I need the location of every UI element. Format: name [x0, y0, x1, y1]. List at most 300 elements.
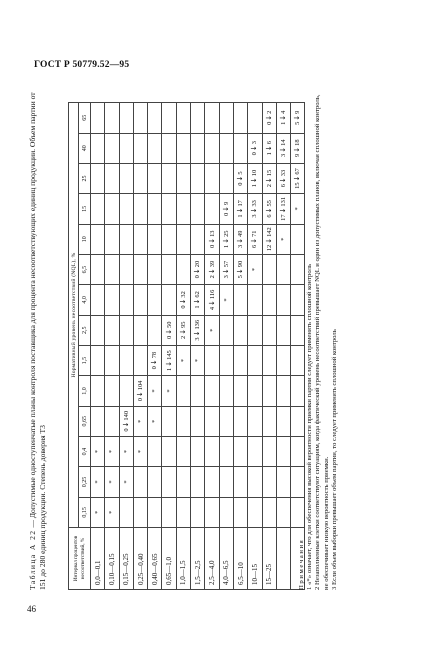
table-cell — [119, 194, 133, 224]
table-cell — [276, 467, 290, 497]
table-cell — [248, 224, 262, 254]
table-cell — [191, 254, 205, 284]
arrow-down-icon: ↓ — [164, 328, 173, 335]
note-1: 1 «*» означает, что для обеспечения высокой вероятности приемки партии следует применять сплошной контроль — [306, 263, 314, 590]
table-cell — [105, 224, 119, 254]
table-cell: * — [219, 285, 233, 315]
table-cell — [276, 285, 290, 315]
table-cell — [176, 436, 190, 466]
sample-size: 104 — [137, 380, 145, 391]
table-cell — [262, 436, 276, 466]
table-cell — [133, 376, 147, 406]
table-cell — [233, 467, 247, 497]
table-cell — [148, 315, 162, 345]
plan-value — [180, 316, 187, 345]
page-number: 46 — [27, 604, 36, 614]
table-cell — [162, 194, 176, 224]
table-cell — [148, 103, 162, 134]
arrow-down-icon: ↓ — [193, 330, 202, 337]
group-header: Нормативный уровень несоответствий (NQL), % — [69, 103, 79, 528]
column-header: 0,65 — [79, 406, 91, 436]
plan-value — [266, 134, 273, 163]
plan-value — [223, 255, 230, 284]
arrow-down-icon: ↓ — [264, 237, 273, 244]
arrow-down-icon: ↓ — [236, 237, 245, 244]
column-header: 0,15 — [79, 497, 91, 527]
sample-size: 25 — [222, 230, 230, 237]
table-cell — [219, 224, 233, 254]
acceptance-number: 3 — [280, 153, 287, 157]
arrow-down-icon: ↓ — [264, 145, 273, 152]
table-row — [233, 103, 247, 590]
row-label: 0,10—0,15 — [105, 528, 119, 590]
table-cell — [91, 376, 105, 406]
row-label: 0,0—0,1 — [91, 528, 105, 590]
acceptance-number: 3 — [194, 337, 202, 341]
acceptance-number: 0 — [179, 305, 187, 309]
table-cell — [262, 103, 276, 134]
table-cell — [119, 497, 133, 527]
table-cell — [119, 103, 133, 134]
column-header: 25 — [79, 163, 91, 193]
table-cell — [262, 497, 276, 527]
table-cell — [205, 133, 219, 163]
table-cell — [133, 224, 147, 254]
row-label: 2,5—4,0 — [205, 528, 219, 590]
sample-size: 71 — [251, 230, 259, 237]
row-header: Интервал процентов несоответствий, % — [69, 528, 91, 590]
table-cell: * — [91, 436, 105, 466]
table-cell — [262, 224, 276, 254]
plan-value — [280, 134, 287, 163]
table-row — [148, 103, 162, 590]
table-cell — [219, 345, 233, 375]
sample-size: 50 — [165, 321, 173, 328]
plan-value — [266, 225, 273, 254]
table-cell — [262, 163, 276, 193]
acceptance-number: 9 — [294, 153, 302, 157]
arrow-down-icon: ↓ — [236, 207, 245, 214]
acceptance-number: 4 — [208, 306, 216, 311]
plan-value — [209, 225, 216, 254]
note-3: 3 Если объем выборки превышает объем партии, то следует применять сплошной контроль — [330, 329, 338, 590]
table-cell — [248, 285, 262, 315]
sample-size: 67 — [294, 168, 302, 175]
acceptance-number: 12 — [265, 244, 273, 252]
acceptance-number: 0 — [194, 275, 202, 279]
acceptance-number: 2 — [265, 184, 273, 188]
table-cell — [233, 194, 247, 224]
table-cell — [105, 254, 119, 284]
plan-value — [209, 285, 216, 314]
table-cell — [176, 497, 190, 527]
sample-size: 49 — [237, 230, 245, 237]
table-cell — [233, 497, 247, 527]
table-notes — [298, 90, 339, 590]
row-label: 10—15 — [248, 528, 262, 590]
table-cell — [191, 103, 205, 134]
acceptance-number: 6 — [280, 184, 287, 188]
table-cell — [148, 436, 162, 466]
acceptance-number: 1 — [165, 367, 173, 371]
table-cell — [119, 163, 133, 193]
sample-size: 33 — [280, 169, 287, 177]
page-header: ГОСТ Р 50779.52—95 — [34, 60, 130, 70]
column-header: 10 — [79, 224, 91, 254]
table-cell — [91, 315, 105, 345]
sample-size: 62 — [194, 291, 202, 298]
plan-value — [209, 255, 216, 284]
acceptance-number: 5 — [294, 121, 302, 125]
table-cell — [133, 163, 147, 193]
table-cell — [191, 133, 205, 163]
row-label: 0,65—1,0 — [162, 528, 176, 590]
table-cell — [119, 345, 133, 375]
acceptance-number: 1 — [194, 305, 202, 309]
table-row — [119, 103, 133, 590]
acceptance-number: 17 — [280, 214, 287, 221]
row-label: 1,5—2,5 — [191, 528, 205, 590]
table-row — [219, 103, 233, 590]
table-cell — [176, 376, 190, 406]
sample-size: 4 — [280, 110, 287, 114]
arrow-down-icon: ↓ — [150, 359, 159, 366]
acceptance-number: 0 — [151, 366, 159, 370]
arrow-down-icon: ↓ — [250, 145, 259, 152]
table-cell — [162, 467, 176, 497]
table-cell — [233, 315, 247, 345]
table-cell — [176, 285, 190, 315]
acceptance-number: 1 — [222, 244, 230, 248]
table-cell — [233, 376, 247, 406]
plan-value — [237, 255, 244, 284]
table-cell — [119, 254, 133, 284]
table-cell — [176, 133, 190, 163]
table-cell — [205, 345, 219, 375]
table-row — [176, 103, 190, 590]
sampling-plan-table — [68, 102, 305, 590]
plan-value — [223, 225, 230, 254]
table-cell — [176, 224, 190, 254]
arrow-down-icon: ↓ — [236, 175, 245, 182]
notes-heading: Примечания — [298, 538, 305, 590]
sample-size: 9 — [294, 110, 302, 114]
table-cell — [119, 285, 133, 315]
arrow-down-icon: ↓ — [250, 177, 259, 184]
table-cell: * — [148, 406, 162, 436]
arrow-down-icon: ↓ — [264, 114, 273, 121]
table-cell — [191, 315, 205, 345]
table-cell — [162, 345, 176, 375]
table-cell — [176, 315, 190, 345]
table-row — [248, 103, 262, 590]
table-caption-text: — Допустимые одноступенчатые планы контроля поставщика для процента несоответствующих единиц продукции. Объем партии от 151 до 280 единиц продукции. Степень доверия Т3 — [28, 92, 47, 590]
table-cell — [162, 406, 176, 436]
table-cell — [191, 467, 205, 497]
sample-size: 142 — [265, 227, 273, 237]
table-cell — [219, 133, 233, 163]
plan-value — [266, 103, 273, 133]
arrow-down-icon: ↓ — [164, 360, 173, 367]
table-cell — [162, 315, 176, 345]
table-cell — [205, 194, 219, 224]
table-cell — [205, 467, 219, 497]
row-label: 15—25 — [262, 528, 276, 590]
acceptance-number: 2 — [179, 335, 187, 339]
acceptance-number: 0 — [208, 244, 216, 248]
table-cell — [133, 345, 147, 375]
sample-size: 20 — [194, 260, 202, 268]
table-cell — [176, 406, 190, 436]
plan-value — [123, 407, 130, 436]
table-cell — [233, 133, 247, 163]
sample-size: 116 — [208, 289, 216, 300]
table-cell: * — [176, 345, 190, 375]
table-cell: * — [162, 376, 176, 406]
arrow-down-icon: ↓ — [293, 114, 302, 121]
table-cell — [162, 103, 176, 134]
table-cell — [262, 406, 276, 436]
plan-value — [280, 194, 287, 223]
sample-size: 15 — [265, 169, 273, 177]
table-cell — [219, 315, 233, 345]
table-cell: * — [191, 345, 205, 375]
sample-size: 57 — [222, 260, 230, 268]
table-cell — [105, 406, 119, 436]
table-cell — [205, 376, 219, 406]
table-cell — [133, 194, 147, 224]
acceptance-number: 1 — [280, 121, 287, 125]
sample-size: 78 — [151, 351, 159, 359]
table-cell: * — [133, 436, 147, 466]
table-cell — [162, 163, 176, 193]
table-cell — [219, 497, 233, 527]
sample-size: 33 — [251, 200, 259, 207]
acceptance-number: 0 — [122, 428, 130, 432]
sample-size: 3 — [251, 141, 259, 145]
sample-size: 14 — [280, 139, 287, 146]
table-cell — [191, 376, 205, 406]
table-cell — [233, 254, 247, 284]
table-cell — [262, 345, 276, 375]
table-cell — [91, 133, 105, 163]
table-cell — [191, 497, 205, 527]
table-cell — [105, 103, 119, 134]
table-cell — [219, 376, 233, 406]
table-cell — [262, 315, 276, 345]
arrow-down-icon: ↓ — [193, 268, 202, 275]
sample-size: 10 — [251, 169, 259, 177]
table-cell — [233, 436, 247, 466]
plan-value — [280, 103, 287, 133]
arrow-down-icon: ↓ — [279, 207, 287, 214]
acceptance-number: 6 — [265, 214, 273, 218]
table-cell — [233, 406, 247, 436]
table-cell — [276, 315, 290, 345]
column-header: 2,5 — [79, 315, 91, 345]
row-label: 0,15—0,25 — [119, 528, 133, 590]
table-cell: * — [105, 467, 119, 497]
plan-value — [151, 346, 158, 375]
table-cell — [133, 315, 147, 345]
plan-value — [194, 316, 201, 345]
table-cell — [105, 376, 119, 406]
table-cell — [205, 406, 219, 436]
row-label: 1,0—1,5 — [176, 528, 190, 590]
table-cell — [162, 285, 176, 315]
sample-size: 6 — [265, 141, 273, 145]
row-label: 0,40—0,65 — [148, 528, 162, 590]
arrow-down-icon: ↓ — [293, 175, 302, 182]
table-cell — [248, 406, 262, 436]
table-cell — [91, 285, 105, 315]
table-cell — [91, 163, 105, 193]
table-cell — [148, 497, 162, 527]
table-cell: * — [205, 315, 219, 345]
table-cell — [262, 376, 276, 406]
plan-value — [237, 164, 244, 193]
table-cell — [176, 103, 190, 134]
table-row — [162, 103, 176, 590]
column-header: 1,5 — [79, 345, 91, 375]
table-cell — [205, 436, 219, 466]
table-cell — [219, 406, 233, 436]
table-cell — [191, 224, 205, 254]
table-cell: * — [119, 436, 133, 466]
table-cell: * — [133, 406, 147, 436]
table-cell — [233, 345, 247, 375]
table-cell — [276, 163, 290, 193]
sample-size: 2 — [265, 110, 273, 114]
acceptance-number: 0 — [137, 398, 145, 402]
arrow-down-icon: ↓ — [207, 268, 216, 275]
table-cell — [162, 436, 176, 466]
table-cell — [205, 163, 219, 193]
table-cell — [133, 285, 147, 315]
table-cell — [262, 194, 276, 224]
sample-size: 131 — [280, 196, 287, 207]
table-cell — [233, 103, 247, 134]
table-cell — [276, 436, 290, 466]
plan-value — [137, 376, 144, 405]
table-cell: * — [148, 376, 162, 406]
column-header: 4,0 — [79, 285, 91, 315]
table-cell — [105, 345, 119, 375]
arrow-down-icon: ↓ — [221, 268, 230, 275]
table-cell: * — [91, 467, 105, 497]
acceptance-number: 0 — [251, 152, 259, 156]
table-cell — [248, 345, 262, 375]
table-cell — [276, 376, 290, 406]
sample-size: 140 — [122, 410, 130, 421]
table-cell — [191, 406, 205, 436]
table-cell — [91, 224, 105, 254]
table-cell — [205, 254, 219, 284]
table-cell — [105, 133, 119, 163]
table-cell — [248, 133, 262, 163]
table-cell — [205, 497, 219, 527]
table-cell: * — [105, 497, 119, 527]
table-cell — [119, 376, 133, 406]
table-cell — [91, 406, 105, 436]
table-row — [191, 103, 205, 590]
plan-value — [166, 316, 173, 345]
table-cell — [133, 467, 147, 497]
arrow-down-icon: ↓ — [221, 237, 230, 244]
table-cell — [276, 345, 290, 375]
plan-value — [251, 194, 258, 223]
table-cell — [105, 163, 119, 193]
sample-size: 95 — [179, 321, 187, 328]
table-cell — [91, 194, 105, 224]
table-cell: * — [276, 224, 290, 254]
table-cell — [276, 194, 290, 224]
table-cell — [248, 497, 262, 527]
table-cell — [162, 224, 176, 254]
table-row — [105, 103, 119, 590]
column-header: 1,0 — [79, 376, 91, 406]
table-cell: * — [105, 436, 119, 466]
plan-value — [237, 225, 244, 254]
acceptance-number: 6 — [251, 244, 259, 248]
table-row — [91, 103, 105, 590]
plan-value — [194, 285, 201, 314]
table-cell — [148, 224, 162, 254]
plan-value — [280, 164, 287, 193]
sample-size: 5 — [237, 171, 245, 175]
table-row — [133, 103, 147, 590]
table-cell: * — [91, 497, 105, 527]
column-header: 0,25 — [79, 467, 91, 497]
table-cell — [162, 497, 176, 527]
table-cell — [91, 254, 105, 284]
arrow-down-icon: ↓ — [178, 328, 187, 335]
table-cell — [105, 285, 119, 315]
plan-value — [194, 255, 201, 284]
acceptance-number: 1 — [265, 152, 273, 156]
arrow-down-icon: ↓ — [293, 146, 302, 153]
table-cell — [133, 133, 147, 163]
table-cell — [91, 345, 105, 375]
table-cell — [248, 467, 262, 497]
plan-value — [166, 346, 173, 375]
table-row — [205, 103, 219, 590]
arrow-down-icon: ↓ — [221, 205, 230, 212]
table-cell — [176, 194, 190, 224]
arrow-down-icon: ↓ — [250, 207, 259, 214]
acceptance-number: 1 — [237, 214, 245, 218]
arrow-down-icon: ↓ — [279, 177, 287, 184]
table-cell — [219, 194, 233, 224]
column-header: 40 — [79, 133, 91, 163]
note-2: 2 Незаполненные клетки соответствуют ситуациям, когда фактический уровень несоответствий превышает NQL и один из допустимых планов, включая сплошной контроль, не обеспечивает низкую вероятность приемки. — [314, 94, 330, 590]
table-cell — [248, 163, 262, 193]
table-cell — [91, 103, 105, 134]
arrow-down-icon: ↓ — [264, 177, 273, 184]
table-cell — [262, 467, 276, 497]
table-cell — [219, 436, 233, 466]
table-cell — [205, 285, 219, 315]
table-cell — [119, 406, 133, 436]
acceptance-number: 2 — [208, 275, 216, 279]
rotated-table-block — [28, 90, 358, 590]
table-cell — [233, 285, 247, 315]
table-cell — [148, 163, 162, 193]
acceptance-number: 3 — [237, 244, 245, 248]
arrow-down-icon: ↓ — [136, 391, 145, 398]
table-cell — [133, 254, 147, 284]
plan-value — [251, 134, 258, 163]
